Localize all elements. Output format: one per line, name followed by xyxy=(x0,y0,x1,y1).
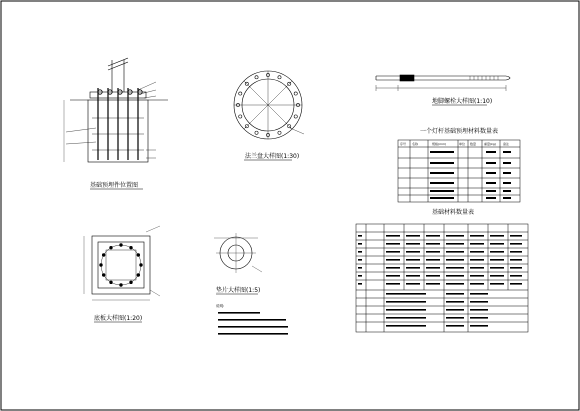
table2-cell-mark xyxy=(446,275,464,277)
table2-cell-mark xyxy=(386,259,400,261)
table2-cell-mark xyxy=(490,235,504,237)
bolt-hole xyxy=(294,115,297,118)
bolt-hole xyxy=(255,76,258,79)
notes-text-lines xyxy=(218,312,288,335)
table2-cell-mark xyxy=(426,243,440,245)
table2-cell-mark xyxy=(426,275,440,277)
pile-cap-elevation xyxy=(64,58,168,162)
gasket-detail xyxy=(214,233,262,273)
table2-cell-mark xyxy=(510,235,522,237)
table2-cell-mark xyxy=(386,317,426,319)
table2-cell-mark xyxy=(446,301,464,303)
table2-cell-mark xyxy=(426,235,440,237)
table2-cell-mark xyxy=(446,283,464,285)
bolt-hole xyxy=(137,254,140,257)
table2-cell-mark xyxy=(446,267,464,269)
table2-cell-mark xyxy=(426,251,440,253)
table1-header-cell: 单位 xyxy=(459,142,466,146)
table2-cell-mark xyxy=(406,275,420,277)
bolt-hole xyxy=(130,281,133,284)
table2-cell-mark xyxy=(490,267,504,269)
sheet-border xyxy=(1,1,579,410)
table2-cell-mark xyxy=(470,309,488,311)
table2 xyxy=(356,224,528,332)
table1-header-cell: 规格(mm) xyxy=(432,142,447,146)
anchor-bolt-detail xyxy=(376,75,510,91)
bolt-hole xyxy=(278,131,281,134)
table2-cell-mark xyxy=(386,235,400,237)
table2-cell-mark xyxy=(470,267,484,269)
table2-cell-mark xyxy=(470,275,484,277)
bolt-hole xyxy=(239,92,242,95)
table1-title: 一个灯杆基础预埋材料数量表 xyxy=(420,128,499,135)
table2-cell-mark xyxy=(510,259,522,261)
table2-cell-mark xyxy=(386,293,426,295)
table2-cell-mark xyxy=(406,243,420,245)
table2-cell-mark xyxy=(426,283,440,285)
table2-cell-mark xyxy=(358,243,362,245)
table2-cell-mark xyxy=(490,243,504,245)
table2-cell-mark xyxy=(446,309,464,311)
table2-cell-mark xyxy=(490,251,504,253)
table2-cell-mark xyxy=(470,293,488,295)
table2-cell-mark xyxy=(358,267,362,269)
table1-header-cell: 名称 xyxy=(412,142,419,146)
anchor-bolt-detail-title: 地脚螺栓大样图(1:10) xyxy=(432,98,493,105)
table2-cell-mark xyxy=(406,251,420,253)
table2-cell-mark xyxy=(426,259,440,261)
table2-cell-mark xyxy=(490,275,504,277)
table2-cell-mark xyxy=(358,251,362,253)
flange-detail xyxy=(234,71,304,139)
table2-cell-mark xyxy=(470,325,488,327)
table2-cell-mark xyxy=(386,275,400,277)
table2-cell-mark xyxy=(358,259,362,261)
table2-cell-mark xyxy=(386,251,400,253)
table2-cell-mark xyxy=(386,325,426,327)
base-plate-detail-title: 底板大样图(1:20) xyxy=(94,315,143,322)
table2-cell-mark xyxy=(406,267,420,269)
table2-cell-mark xyxy=(510,243,522,245)
bolt-hole xyxy=(100,264,103,267)
table2-cell-mark xyxy=(358,275,362,277)
table2-cell-mark xyxy=(446,259,464,261)
table2-cell-mark xyxy=(470,259,484,261)
table2-body-marks xyxy=(358,235,522,327)
table2-cell-mark xyxy=(446,325,464,327)
bolt-hole xyxy=(110,246,113,249)
table2-cell-mark xyxy=(386,243,400,245)
table2-cell-mark xyxy=(406,259,420,261)
table2-cell-mark xyxy=(510,283,522,285)
table2-cell-mark xyxy=(426,267,440,269)
table2-cell-mark xyxy=(446,243,464,245)
table2-cell-mark xyxy=(490,259,504,261)
table1 xyxy=(398,140,520,202)
table2-cell-mark xyxy=(470,243,484,245)
table2-cell-mark xyxy=(510,251,522,253)
table2-cell-mark xyxy=(386,301,426,303)
table2-cell-mark xyxy=(386,309,426,311)
table2-cell-mark xyxy=(358,283,362,285)
table2-cell-mark xyxy=(406,235,420,237)
table1-header-cell: 重量(kg) xyxy=(484,142,496,146)
table2-cell-mark xyxy=(470,317,488,319)
table2-cell-mark xyxy=(446,251,464,253)
table2-cell-mark xyxy=(510,275,522,277)
bolt-hole xyxy=(239,115,242,118)
bolt-hole xyxy=(130,246,133,249)
table2-cell-mark xyxy=(490,283,504,285)
bolt-hole xyxy=(120,284,123,287)
table2-cell-mark xyxy=(358,235,362,237)
table2-cell-mark xyxy=(446,235,464,237)
bolt-hole xyxy=(137,274,140,277)
notes-label: 说明: xyxy=(216,304,225,308)
table2-cell-mark xyxy=(470,283,484,285)
table2-cell-mark xyxy=(446,293,464,295)
flange-detail-title: 法兰盘大样图(1:30) xyxy=(245,153,300,160)
base-plate-detail xyxy=(84,226,160,300)
table1-header-cell: 序号 xyxy=(400,142,407,146)
bolt-hole xyxy=(102,274,105,277)
table2-cell-mark xyxy=(470,251,484,253)
table1-header-cell: 备注 xyxy=(503,142,510,146)
pile-cap-elevation-title: 基础预埋件位置图 xyxy=(90,182,139,189)
bolt-hole xyxy=(102,254,105,257)
table2-cell-mark xyxy=(470,301,488,303)
bolt-hole xyxy=(278,76,281,79)
bolt-hole xyxy=(120,244,123,247)
bolt-hole xyxy=(255,131,258,134)
gasket-detail-title: 垫片大样图(1:5) xyxy=(216,287,261,294)
table2-cell-mark xyxy=(406,283,420,285)
table2-title: 基础材料数量表 xyxy=(432,209,475,216)
table2-cell-mark xyxy=(510,267,522,269)
table1-header-row xyxy=(400,141,509,146)
table2-cell-mark xyxy=(446,317,464,319)
table1-header-cell: 数量 xyxy=(470,142,477,146)
table2-cell-mark xyxy=(470,235,484,237)
table2-cell-mark xyxy=(386,267,400,269)
bolt-hole xyxy=(110,281,113,284)
bolt-hole xyxy=(294,92,297,95)
bolt-hole xyxy=(140,264,143,267)
table2-cell-mark xyxy=(386,283,400,285)
